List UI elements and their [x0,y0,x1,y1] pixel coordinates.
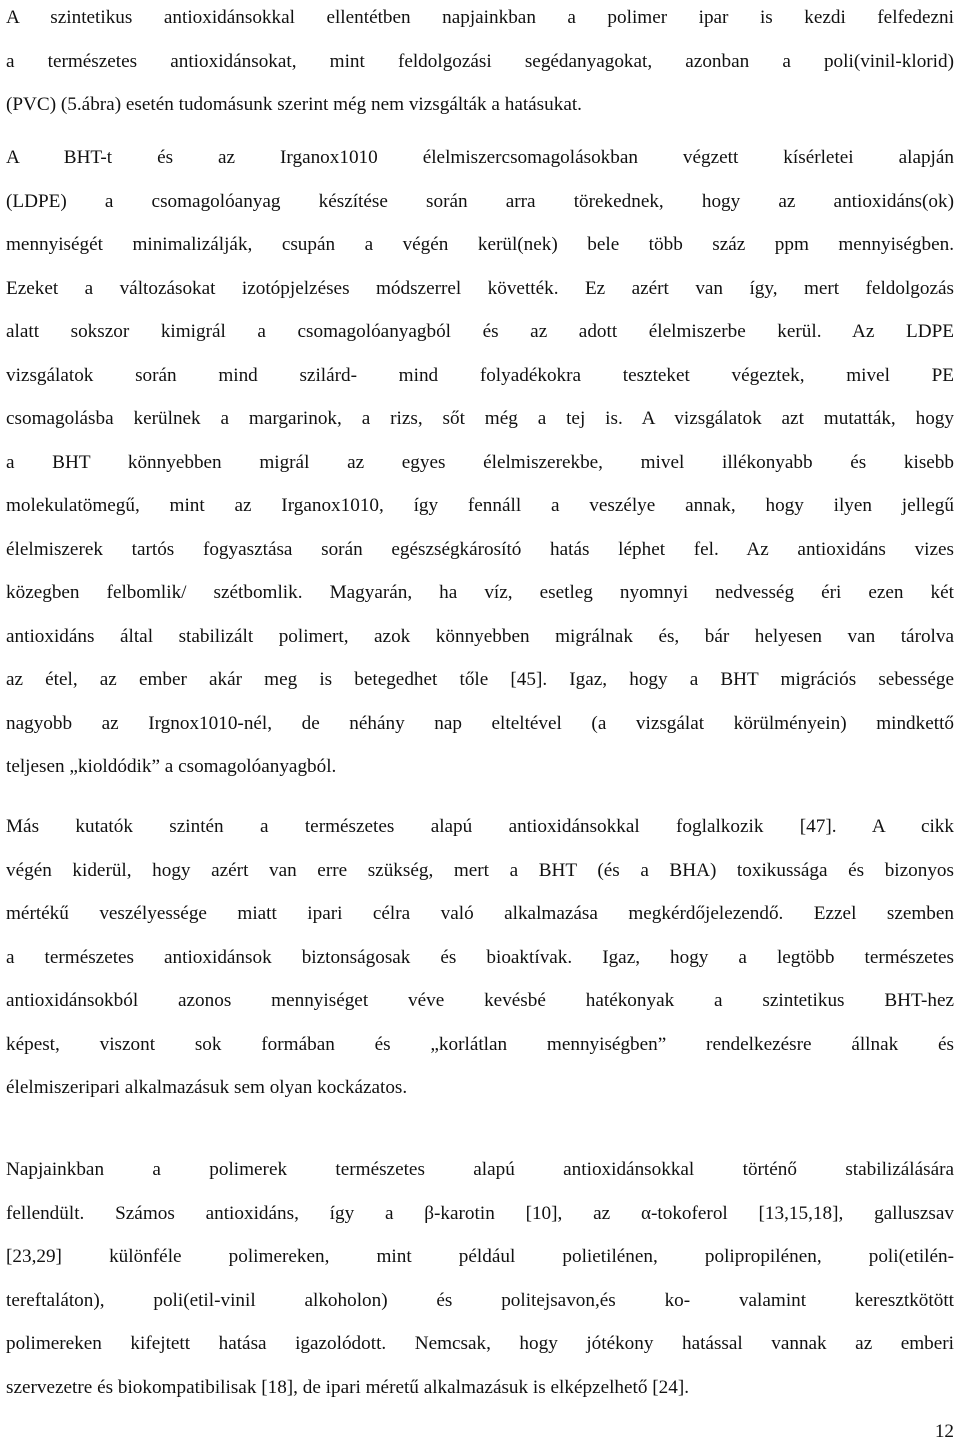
text-line: vizsgálatok során mind szilárd- mind folyadékokra teszteket végeztek, mivel PE [6,364,954,386]
paragraph-1 [6,0,954,127]
page-number: 12 [934,1421,954,1442]
text-line: fellendült. Számos antioxidáns, így a β-karotin [10], az α-tokoferol [13,15,18], galluszsav [6,1202,954,1224]
text-line: csomagolásba kerülnek a margarinok, a rizs, sőt még a tej is. A vizsgálatok azt mutatták, hogy [6,408,954,429]
text-line: nagyobb az Irgnox1010-nél, de néhány nap elteltével (a vizsgálat körülményein) mindkettő [6,712,954,734]
text-line: a BHT könnyebben migrál az egyes élelmiszerekbe, mivel illékonyabb és kisebb [6,451,954,473]
text-line: képest, viszont sok formában és „korlátlan mennyiségben” rendelkezésre állnak és [6,1033,954,1055]
text-line: (PVC) (5.ábra) esetén tudomásunk szerint még nem vizsgálták a hatásukat. [6,94,582,115]
text-line: mértékű veszélyessége miatt ipari célra való alkalmazása megkérdőjelezendő. Ezzel szemben [6,903,954,924]
text-line: Napjainkban a polimerek természetes alapú antioxidánsokkal történő stabilizálására [6,1159,954,1180]
text-line: közegben felbomlik/ szétbomlik. Magyarán, ha víz, esetleg nyomnyi nedvesség éri ezen két [6,582,954,603]
text-line: [23,29] különféle polimereken, mint például polietilénen, polipropilénen, poli(etilén- [6,1246,954,1267]
text-line: a természetes antioxidánsokat, mint feldolgozási segédanyagokat, azonban a poli(vinil-klorid) [6,50,954,72]
text-line: A BHT-t és az Irganox1010 élelmiszercsomagolásokban végzett kísérletei alapján [6,147,954,168]
text-line: (LDPE) a csomagolóanyag készítése során arra törekednek, hogy az antioxidáns(ok) [6,190,954,212]
text-line: élelmiszeripari alkalmazásuk sem olyan kockázatos. [6,1077,408,1098]
text-line: Ezeket a változásokat izotópjelzéses módszerrel követték. Ez azért van így, mert feldolgozás [6,277,954,299]
text-line: az étel, az ember akár meg is betegedhet tőle [45]. Igaz, hogy a BHT migrációs sebessége [6,669,954,690]
text-line: a természetes antioxidánsok biztonságosak és bioaktívak. Igaz, hogy a legtöbb természetes [6,946,954,968]
text-line: antioxidáns által stabilizált polimert, azok könnyebben migrálnak és, bár helyesen van tárolva [6,625,954,647]
text-line: teljesen „kioldódik” a csomagolóanyagból. [6,756,337,777]
paragraph-4 [6,1148,954,1409]
text-line: antioxidánsokból azonos mennyiséget véve kevésbé hatékonyak a szintetikus BHT-hez [6,990,954,1011]
text-line: tereftaláton), poli(etil-vinil alkoholon) és politejsavon,és ko- valamint keresztkötött [6,1289,954,1311]
text-line: alatt sokszor kimigrál a csomagolóanyagból és az adott élelmiszerbe kerül. Az LDPE [6,321,954,342]
text-line: Más kutatók szintén a természetes alapú antioxidánsokkal foglalkozik [47]. A cikk [6,816,954,837]
text-line: molekulatömegű, mint az Irganox1010, így fennáll a veszélye annak, hogy ilyen jellegű [6,495,954,516]
text-line: A szintetikus antioxidánsokkal ellentétben napjainkban a polimer ipar is kezdi felfedezni [6,7,954,28]
text-line: polimereken kifejtett hatása igazolódott. Nemcsak, hogy jótékony hatással vannak az emberi [6,1333,954,1354]
paragraph-3 [6,805,954,1110]
paragraph-2 [6,136,954,789]
text-line: szervezetre és biokompatibilisak [18], de ipari méretű alkalmazásuk is elképzelhető [24]. [6,1376,690,1398]
text-line: élelmiszerek tartós fogyasztása során egészségkárosító hatás léphet fel. Az antioxidáns vizes [6,538,954,560]
text-line: mennyiségét minimalizálják, csupán a végén kerül(nek) bele több száz ppm mennyiségben. [6,234,954,255]
text-line: végén kiderül, hogy azért van erre szükség, mert a BHT (és a BHA) toxikussága és bizonyos [6,859,954,881]
